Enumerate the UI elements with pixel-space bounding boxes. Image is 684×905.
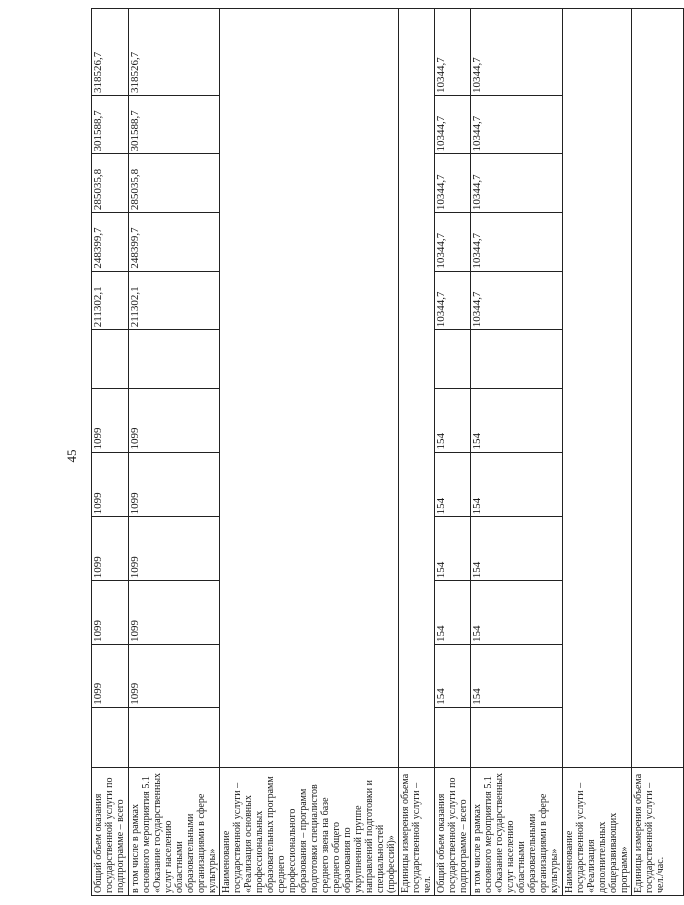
table-cell: 10344,7 <box>471 271 563 330</box>
table-cell: 301588,7 <box>92 95 129 154</box>
table-cell <box>129 707 220 768</box>
table-cell: 1099 <box>129 452 220 517</box>
table-cell: 10344,7 <box>471 9 563 96</box>
table-cell: 10344,7 <box>435 213 471 272</box>
table-cell <box>471 707 563 768</box>
table-cell: 1099 <box>92 517 129 581</box>
row-label: Наименование государственной услуги – «Реализация основных профессиональных образовательных программ среднего профессионального образования – программ подготовки специалистов среднего звена на базе среднего общего образования по укрупненной группе направлений подготовки и специальностей (профессий)» <box>220 768 399 896</box>
table-cell: 1099 <box>92 452 129 517</box>
table-cell: 154 <box>471 388 563 452</box>
table-cell: 10344,7 <box>471 213 563 272</box>
table-cell: 211302,1 <box>129 271 220 330</box>
table-cell: 1099 <box>129 517 220 581</box>
table-cell: 10344,7 <box>435 95 471 154</box>
table-row <box>435 9 471 896</box>
table-cell: 154 <box>435 388 471 452</box>
table-cell: 10344,7 <box>471 154 563 213</box>
table-row <box>92 9 129 896</box>
row-label: Единицы измерения объема государственной услуги – чел. <box>399 768 435 896</box>
table-cell: 285035,8 <box>92 154 129 213</box>
table-cell: 154 <box>471 581 563 645</box>
table-cell: 318526,7 <box>129 9 220 96</box>
table-cell: 154 <box>435 581 471 645</box>
table-cell: 1099 <box>129 581 220 645</box>
table-cell: 248399,7 <box>129 213 220 272</box>
table-row <box>399 9 435 896</box>
table-row <box>632 9 684 896</box>
table-cell <box>435 707 471 768</box>
budget-table <box>91 8 684 896</box>
row-label: Общий объем оказания государственной услуги по подпрограмме – всего <box>435 768 471 896</box>
row-label: в том числе в рамках основного мероприятия 5.1 «Оказание государственных услуг населению областными образовательными организациями в сфере культуры» <box>471 768 563 896</box>
table-cell: 154 <box>435 644 471 707</box>
table-cell: 154 <box>471 452 563 517</box>
table-cell <box>399 9 435 768</box>
table-cell: 1099 <box>92 581 129 645</box>
table-cell: 154 <box>471 517 563 581</box>
table-cell: 154 <box>435 452 471 517</box>
table-cell: 1099 <box>129 388 220 452</box>
table-cell <box>435 330 471 389</box>
table-cell <box>92 330 129 389</box>
table-row <box>129 9 220 896</box>
table-cell: 154 <box>435 517 471 581</box>
table-row <box>471 9 563 896</box>
table-cell <box>92 707 129 768</box>
table-cell: 154 <box>471 644 563 707</box>
row-label: в том числе в рамках основного мероприятия 5.1 «Оказание государственных услуг населению областными образовательными организациями в сфере культуры» <box>129 768 220 896</box>
row-label: Общий объем оказания государственной услуги по подпрограмме – всего <box>92 768 129 896</box>
table-cell: 301588,7 <box>129 95 220 154</box>
table-cell: 10344,7 <box>435 154 471 213</box>
page-number: 45 <box>64 449 79 463</box>
table-cell: 248399,7 <box>92 213 129 272</box>
table-row <box>220 9 399 896</box>
table-cell: 1099 <box>129 644 220 707</box>
table-cell: 318526,7 <box>92 9 129 96</box>
table-cell <box>563 9 632 768</box>
table-cell <box>220 9 399 768</box>
table-cell: 1099 <box>92 388 129 452</box>
table-cell: 10344,7 <box>471 95 563 154</box>
table-cell <box>632 9 684 768</box>
table-cell: 285035,8 <box>129 154 220 213</box>
rotated-table-wrapper <box>91 8 666 896</box>
table-cell <box>471 330 563 389</box>
table-cell: 10344,7 <box>435 271 471 330</box>
table-cell <box>129 330 220 389</box>
table-cell: 1099 <box>92 644 129 707</box>
row-label: Единицы измерения объема государственной услуги – чел./час. <box>632 768 684 896</box>
table-cell: 10344,7 <box>435 9 471 96</box>
table-cell: 211302,1 <box>92 271 129 330</box>
table-row <box>563 9 632 896</box>
row-label: Наименование государственной услуги – «Реализация дополнительных общеразвивающих программ» <box>563 768 632 896</box>
